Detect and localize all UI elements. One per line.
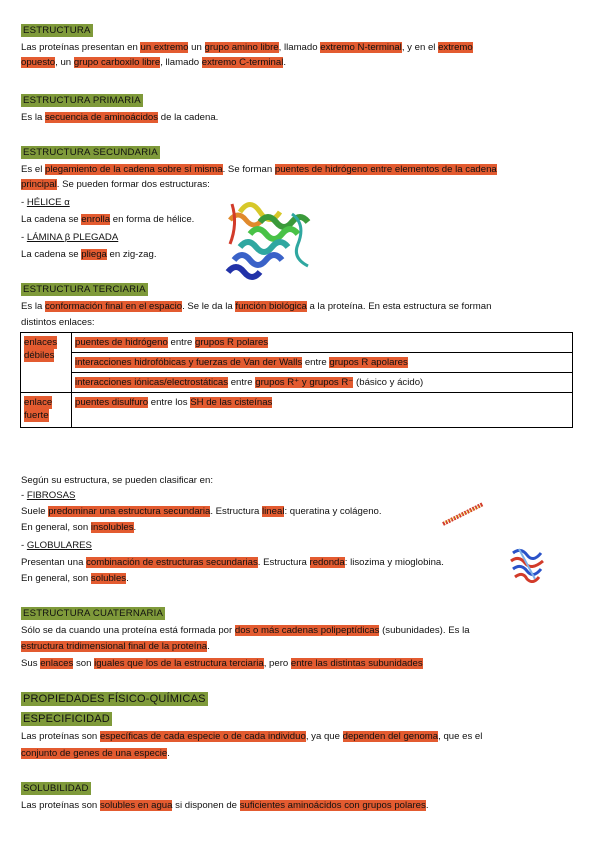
text-segment: Sus <box>21 658 41 669</box>
highlighted-text: grupo amino libre <box>204 42 279 53</box>
text-segment: . <box>133 522 137 533</box>
table-cell <box>72 353 573 373</box>
text-segment: , un <box>55 57 74 68</box>
enlaces-table <box>20 332 573 428</box>
highlighted-text: grupos R apolares <box>329 357 408 368</box>
text-segment: un <box>188 42 205 53</box>
text-segment: . <box>126 573 129 584</box>
especificidad-line-2 <box>21 747 170 761</box>
globulares-line-2 <box>21 572 129 586</box>
highlighted-text: predominar una estructura secundaria <box>48 506 211 517</box>
text-segment: . Se le da la <box>182 301 236 312</box>
text-segment: . <box>425 800 429 811</box>
text-segment: Las proteínas son <box>21 800 100 811</box>
highlighted-text: grupos R polares <box>195 337 269 348</box>
heading-especificidad: ESPECIFICIDAD <box>23 713 110 725</box>
cuaternaria-line-2 <box>21 640 210 654</box>
text-segment: En general, son <box>21 522 91 533</box>
table-row <box>21 373 573 393</box>
fibrosas-line-2 <box>21 521 136 535</box>
primaria-line-1 <box>21 111 218 125</box>
text-segment: . <box>207 641 210 652</box>
text-segment: entre <box>167 337 196 348</box>
text-segment: Es el <box>21 164 45 175</box>
highlighted-text: insolubles <box>90 522 134 533</box>
text-segment: (básico y ácido) <box>353 377 424 388</box>
text-segment: La cadena se <box>21 214 82 225</box>
highlighted-text: función biológica <box>235 301 307 312</box>
text-segment: . Estructura <box>210 506 263 517</box>
highlighted-text: principal <box>21 179 57 190</box>
cuaternaria-line-3 <box>21 657 423 671</box>
text-segment: si disponen de <box>172 800 240 811</box>
highlighted-text: dependen del genoma <box>342 731 439 742</box>
clasificacion-intro: Según su estructura, se pueden clasificar en: <box>21 475 213 486</box>
text-segment: . Se forman <box>222 164 275 175</box>
especificidad-line-1 <box>21 730 482 744</box>
table-cell <box>72 373 573 393</box>
text-segment: , ya que <box>305 731 343 742</box>
terciaria-line-2: distintos enlaces: <box>21 317 95 328</box>
text-segment: Las proteínas son <box>21 731 100 742</box>
text-segment: Sólo se da cuando una proteína está formada por <box>21 625 235 636</box>
highlighted-text: entre las distintas subunidades <box>290 658 423 669</box>
highlighted-text: grupo carboxilo libre <box>73 57 161 68</box>
text-segment: , llamado <box>278 42 321 53</box>
highlighted-text: conjunto de genes de una especie <box>21 748 168 759</box>
protein-ribbon-image <box>220 192 320 282</box>
highlighted-text: iguales que los de la estructura terciaria <box>94 658 264 669</box>
heading-cuaternaria: ESTRUCTURA CUATERNARIA <box>23 608 164 619</box>
estructura-line-2 <box>21 56 286 70</box>
text-segment: de la cadena. <box>158 112 219 123</box>
heading-primaria: ESTRUCTURA PRIMARIA <box>23 95 141 106</box>
highlighted-text: solubles <box>90 573 127 584</box>
text-segment: , llamado <box>160 57 202 68</box>
table-cell <box>72 393 573 428</box>
highlighted-text: dos o más cadenas polipeptídicas <box>234 625 380 636</box>
highlighted-text: enrolla <box>81 214 111 225</box>
text-segment: La cadena se <box>21 249 82 260</box>
highlighted-text: lineal <box>262 506 285 517</box>
text-segment: : queratina y colágeno. <box>284 506 382 517</box>
highlighted-text: extremo C-terminal <box>201 57 284 68</box>
helice-text <box>21 213 194 227</box>
highlighted-text: grupos R⁺ y grupos R⁻ <box>255 377 354 388</box>
text-segment: (subunidades). Es la <box>379 625 470 636</box>
fibrous-protein-image <box>441 500 485 526</box>
text-segment: En general, son <box>21 573 91 584</box>
enlaces-debiles-label: enlaces débiles <box>21 333 72 393</box>
table-cell <box>72 333 573 353</box>
heading-propiedades: PROPIEDADES FÍSICO-QUÍMICAS <box>23 693 206 705</box>
globulares-title: - GLOBULARES <box>21 540 92 551</box>
lamina-text <box>21 248 157 262</box>
heading-secundaria: ESTRUCTURA SECUNDARIA <box>23 147 158 158</box>
text-segment: Es la <box>21 301 45 312</box>
text-segment: . Estructura <box>257 557 310 568</box>
text-segment: : lisozima y mioglobina. <box>344 557 444 568</box>
heading-estructura: ESTRUCTURA <box>23 25 91 36</box>
text-segment: Suele <box>21 506 49 517</box>
highlighted-text: secuencia de aminoácidos <box>45 112 159 123</box>
highlighted-text: suficientes aminoácidos con grupos polares <box>239 800 426 811</box>
highlighted-text: enlaces <box>40 658 74 669</box>
text-segment: , que es el <box>438 731 483 742</box>
table-row <box>21 393 573 428</box>
highlighted-text: puentes disulfuro <box>75 397 149 408</box>
text-segment: Presentan una <box>21 557 87 568</box>
highlighted-text: SH de las cisteínas <box>190 397 273 408</box>
highlighted-text: interacciones hidrofóbicas y fuerzas de Van der Walls <box>75 357 303 368</box>
text-segment: en forma de hélice. <box>110 214 195 225</box>
text-segment: Las proteínas presentan en <box>21 42 141 53</box>
highlighted-text: interacciones iónicas/electrostáticas <box>75 377 229 388</box>
globulares-line-1 <box>21 556 444 570</box>
text-segment: Es la <box>21 112 45 123</box>
highlighted-text: plegamiento de la cadena sobre sí misma <box>45 164 223 175</box>
secundaria-line-1 <box>21 163 497 177</box>
estructura-line-1 <box>21 41 473 55</box>
globular-protein-image <box>509 545 547 583</box>
highlighted-text: un extremo <box>140 42 189 53</box>
helice-title: - HÉLICE α <box>21 197 70 208</box>
highlighted-text: combinación de estructuras secundarias <box>86 557 258 568</box>
text-segment: , y en el <box>401 42 439 53</box>
text-segment: . <box>167 748 170 759</box>
table-row <box>21 353 573 373</box>
text-segment: entre los <box>148 397 191 408</box>
terciaria-line-1 <box>21 300 491 314</box>
fibrosas-title: - FIBROSAS <box>21 490 76 501</box>
highlighted-text: extremo N-terminal <box>320 42 402 53</box>
highlighted-text: puentes de hidrógeno <box>75 337 168 348</box>
secundaria-line-2 <box>21 178 210 192</box>
highlighted-text: conformación final en el espacio <box>45 301 183 312</box>
text-segment: . <box>283 57 287 68</box>
table-row <box>21 333 573 353</box>
lamina-title: - LÁMINA β PLEGADA <box>21 232 119 243</box>
highlighted-text: estructura tridimensional final de la proteína <box>21 641 208 652</box>
cuaternaria-line-1 <box>21 624 470 638</box>
text-segment: son <box>73 658 95 669</box>
highlighted-text: opuesto <box>21 57 56 68</box>
highlighted-text: puentes de hidrógeno entre elementos de la cadena <box>274 164 497 175</box>
text-segment: , pero <box>263 658 291 669</box>
enlace-fuerte-label: enlace fuerte <box>21 393 72 428</box>
solubilidad-line-1 <box>21 799 428 813</box>
highlighted-text: redonda <box>309 557 345 568</box>
text-segment: . Se pueden formar dos estructuras: <box>56 179 210 190</box>
text-segment: entre <box>302 357 330 368</box>
heading-solubilidad: SOLUBILIDAD <box>23 783 89 794</box>
text-segment: en zig-zag. <box>106 249 157 260</box>
highlighted-text: solubles en agua <box>99 800 173 811</box>
highlighted-text: pliega <box>81 249 107 260</box>
highlighted-text: específicas de cada especie o de cada individuo <box>99 731 306 742</box>
heading-terciaria: ESTRUCTURA TERCIARIA <box>23 284 146 295</box>
highlighted-text: extremo <box>438 42 473 53</box>
text-segment: a la proteína. En esta estructura se forman <box>306 301 492 312</box>
fibrosas-line-1 <box>21 505 382 519</box>
text-segment: entre <box>228 377 256 388</box>
